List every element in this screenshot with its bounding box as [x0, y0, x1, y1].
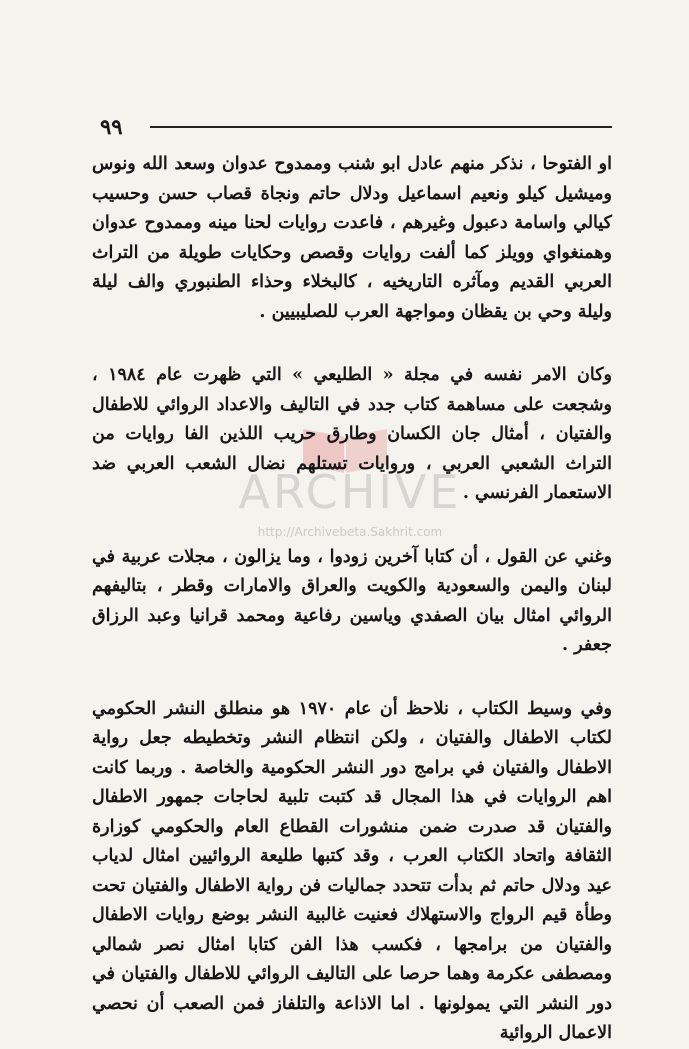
paragraph-1: او الفتوحا ، نذكر منهم عادل ابو شنب وممدوح عدوان وسعد الله ونوس وميشيل كيلو ونعيم اسماعيل ودلال حاتم ونجاة قصاب حسن وحسيب كيالي واسامة دعبول وغيرهم ، فاعدت روايات لحنا مينه وممدوح عدوان وهمنغواي وويلز كما ألفت روايات وقصص وحكايات طويلة من التراث العربي القديم ومآثره التاريخيه ، كالبخلاء وحذاء الطنبوري والف ليلة وليلة وحي بن يقظان ومواجهة العرب للصليبيين .: [92, 154, 612, 322]
paragraph-3: وغني عن القول ، أن كتابا آخرين زودوا ، وما يزالون ، مجلات عربية في لبنان واليمن والسعودية والكويت والعراق والامارات وقطر ، بتاليفهم الروائي امثال بيان الصفدي وياسين رفاعية ومحمد قرانيا وعبد الرزاق جعفر .: [92, 546, 612, 655]
paragraph-4: وفي وسيط الكتاب ، نلاحظ أن عام ١٩٧٠ هو منطلق النشر الحكومي لكتاب الاطفال والفتيان ، ولكن انتظام النشر وتخطيطه جعل رواية الاطفال والفتيان في برامج دور النشر الحكومية والخاصة . وربما كانت اهم الروايات في هذا المجال قد كتبت تلبية لحاجات جمهور الاطفال والفتيان قد صدرت ضمن منشورات القطاع العام والحكومي كوزارة الثقافة واتحاد الكتاب العرب ، وقد كتبها طليعة الروائيين امثال لدياب عيد ودلال حاتم ثم بدأت تتحدد جماليات فن رواية الاطفال والفتيان تحت وطأة قيم الرواج والاستهلاك فعنيت غالبية النشر بوضع روايات الاطفال والفتيان من برامجها ، فكسب هذا الفن كتابا امثال نصر شمالي ومصطفى عكرمة وهما حرصا على التاليف الروائي للاطفال والفتيان في دور النشر التي يمولونها . اما الاذاعة والتلفاز فمن الصعب أن نحصي الاعمال الروائية: [92, 698, 613, 1043]
body-text: [92, 150, 612, 1049]
page-number: ٩٩: [100, 114, 123, 139]
page-header: [0, 110, 689, 150]
header-rule: [150, 126, 612, 128]
paragraph-2: وكان الامر نفسه في مجلة « الطليعي » التي ظهرت عام ١٩٨٤ ، وشجعت على مساهمة كتاب جدد في التاليف والاعداد الروائي للاطفال والفتيان ، أمثال جان الكسان وطارق حريب اللذين الفا روايات من التراث الشعبي العربي ، وروايات تستلهم نضال الشعب العربي ضد الاستعمار الفرنسي .: [92, 365, 612, 503]
watermark-url: http://Archivebeta.Sakhrit.com: [257, 525, 443, 539]
watermark-title: ARCHIVE: [238, 465, 462, 519]
